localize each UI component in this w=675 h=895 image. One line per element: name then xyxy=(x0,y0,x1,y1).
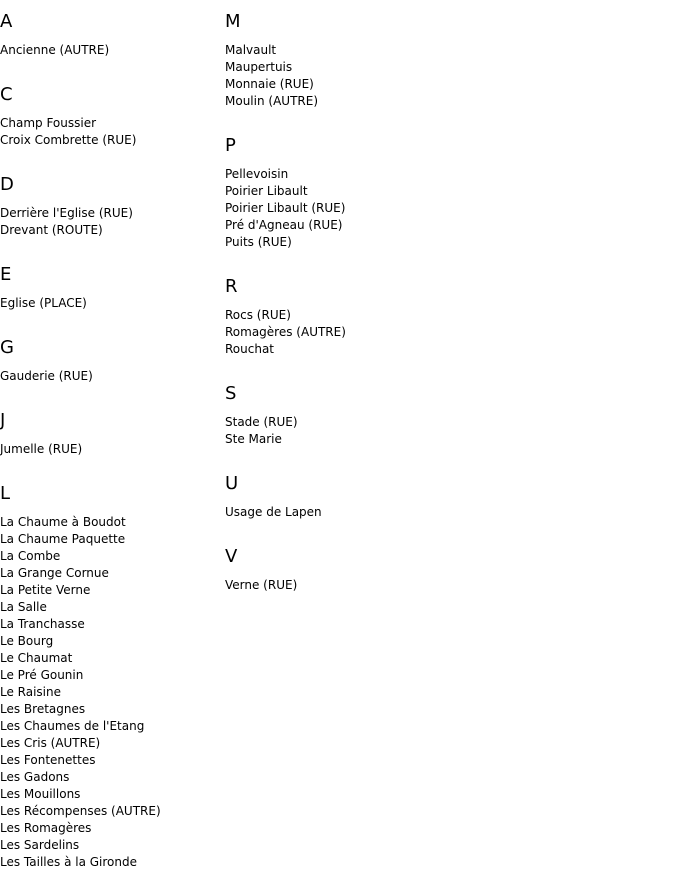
street-name: Les Fontenettes xyxy=(0,753,96,767)
street-name: Romagères (AUTRE) xyxy=(225,325,346,339)
street-name: Poirier Libault (RUE) xyxy=(225,201,346,215)
street-list xyxy=(0,42,220,59)
street-list xyxy=(225,414,445,448)
street-name: Moulin (AUTRE) xyxy=(225,94,318,108)
street-name: Les Bretagnes xyxy=(0,702,86,716)
street-name: Monnaie (RUE) xyxy=(225,77,314,91)
street-name: Verne (RUE) xyxy=(225,578,298,592)
street-name: Pré d'Agneau (RUE) xyxy=(225,218,343,232)
letter-group-l xyxy=(0,482,220,871)
street-name: Les Récompenses (AUTRE) xyxy=(0,804,161,818)
street-list xyxy=(0,115,220,149)
street-name: Puits (RUE) xyxy=(225,235,292,249)
street-name: La Chaume à Boudot xyxy=(0,515,126,529)
street-name: Les Cris (AUTRE) xyxy=(0,736,101,750)
street-name: La Salle xyxy=(0,600,47,614)
letter-group-c xyxy=(0,83,220,149)
letter-group-s xyxy=(225,382,445,448)
street-name: Le Raisine xyxy=(0,685,62,699)
street-name: Le Pré Gounin xyxy=(0,668,84,682)
street-name: Eglise (PLACE) xyxy=(0,296,87,310)
street-name: Drevant (ROUTE) xyxy=(0,223,103,237)
street-name: Derrière l'Eglise (RUE) xyxy=(0,206,133,220)
letter-heading: M xyxy=(225,11,241,32)
street-list xyxy=(225,307,445,358)
letter-heading: J xyxy=(0,410,6,431)
letter-heading: C xyxy=(0,84,13,105)
letter-heading: V xyxy=(225,546,238,567)
street-name: Les Mouillons xyxy=(0,787,81,801)
letter-heading: U xyxy=(225,473,239,494)
street-list xyxy=(0,368,220,385)
letter-heading: E xyxy=(0,264,12,285)
street-name: Rouchat xyxy=(225,342,275,356)
letter-heading: L xyxy=(0,483,11,504)
street-index-right-column xyxy=(225,10,445,618)
street-name: Maupertuis xyxy=(225,60,293,74)
street-name: Ste Marie xyxy=(225,432,282,446)
letter-group-p xyxy=(225,134,445,251)
street-name: Malvault xyxy=(225,43,277,57)
street-name: Les Romagères xyxy=(0,821,92,835)
street-name: Gauderie (RUE) xyxy=(0,369,93,383)
street-name: Ancienne (AUTRE) xyxy=(0,43,110,57)
street-name: Croix Combrette (RUE) xyxy=(0,133,137,147)
street-name: Usage de Lapen xyxy=(225,505,322,519)
letter-group-m xyxy=(225,10,445,110)
street-name: Champ Foussier xyxy=(0,116,97,130)
street-name: Rocs (RUE) xyxy=(225,308,291,322)
street-list xyxy=(225,577,445,594)
street-name: La Grange Cornue xyxy=(0,566,109,580)
street-name: Les Sardelins xyxy=(0,838,80,852)
street-name: La Combe xyxy=(0,549,61,563)
street-name: Les Tailles à la Gironde xyxy=(0,855,137,869)
street-name: La Petite Verne xyxy=(0,583,91,597)
letter-heading: S xyxy=(225,383,237,404)
street-name: Stade (RUE) xyxy=(225,415,298,429)
street-name: Les Gadons xyxy=(0,770,70,784)
street-list xyxy=(225,166,445,251)
street-list xyxy=(225,42,445,110)
street-list xyxy=(0,514,220,871)
street-name: Jumelle (RUE) xyxy=(0,442,83,456)
letter-heading: P xyxy=(225,135,236,156)
street-list xyxy=(225,504,445,521)
street-list xyxy=(0,295,220,312)
street-name: La Tranchasse xyxy=(0,617,85,631)
letter-group-j xyxy=(0,409,220,458)
letter-group-g xyxy=(0,336,220,385)
street-name: Les Chaumes de l'Etang xyxy=(0,719,145,733)
street-name: Le Chaumat xyxy=(0,651,73,665)
street-index-left-column xyxy=(0,10,220,895)
letter-group-a xyxy=(0,10,220,59)
letter-heading: A xyxy=(0,11,13,32)
letter-group-e xyxy=(0,263,220,312)
letter-heading: R xyxy=(225,276,238,297)
letter-group-r xyxy=(225,275,445,358)
street-name: La Chaume Paquette xyxy=(0,532,126,546)
letter-heading: D xyxy=(0,174,14,195)
letter-group-v xyxy=(225,545,445,594)
street-name: Le Bourg xyxy=(0,634,54,648)
letter-heading: G xyxy=(0,337,14,358)
street-name: Poirier Libault xyxy=(225,184,308,198)
letter-group-d xyxy=(0,173,220,239)
street-list xyxy=(0,441,220,458)
street-list xyxy=(0,205,220,239)
letter-group-u xyxy=(225,472,445,521)
street-name: Pellevoisin xyxy=(225,167,289,181)
